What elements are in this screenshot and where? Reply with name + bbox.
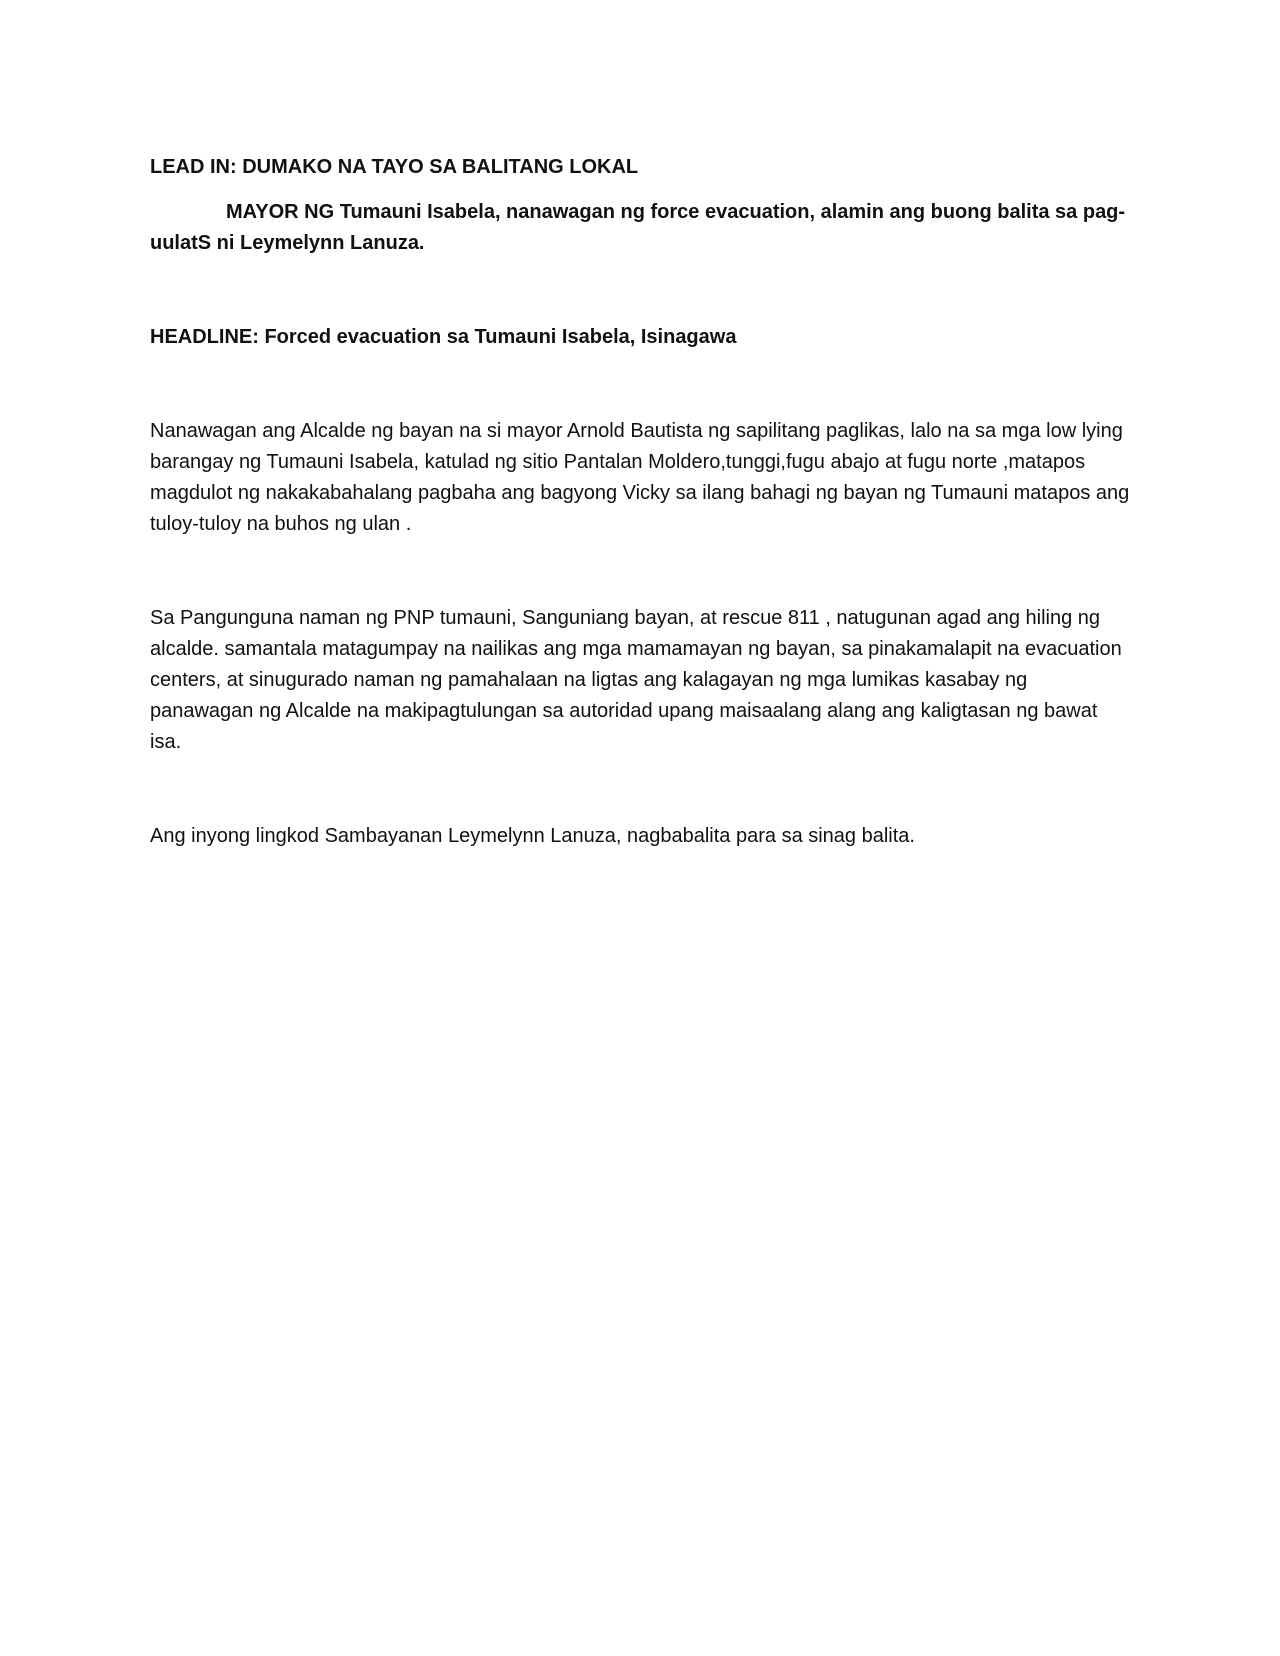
sign-off: Ang inyong lingkod Sambayanan Leymelynn Lanuza, nagbabalita para sa sinag balita. [150,825,915,847]
body-paragraph: Sa Pangunguna naman ng PNP tumauni, Sanguniang bayan, at rescue 811 , natugunan agad ang hiling ng alcalde. samantala matagumpay na nailikas ang mga mamamayan ng bayan, sa pinakamalapit na evacuation centers, at sinugurado naman ng pamahalaan na ligtas ang kalagayan ng mga lumikas kasabay ng panawagan ng Alcalde na makipagtulungan sa autoridad upang maisaalang alang ang kaligtasan ng bawat isa. [150,607,1122,753]
body-paragraph: Nanawagan ang Alcalde ng bayan na si mayor Arnold Bautista ng sapilitang paglikas, lalo na sa mga low lying barangay ng Tumauni Isabela, katulad ng sitio Pantalan Moldero,tunggi,fugu abajo at fugu norte ,matapos magdulot ng nakakabahalang pagbaha ang bagyong Vicky sa ilang bahagi ng bayan ng Tumauni matapos ang tuloy-tuloy na buhos ng ulan . [150,420,1130,535]
headline: HEADLINE: Forced evacuation sa Tumauni Isabela, Isinagawa [150,326,737,348]
document-body [150,152,1130,852]
lead-in: LEAD IN: DUMAKO NA TAYO SA BALITANG LOKAL [150,156,639,178]
lead-line: MAYOR NG Tumauni Isabela, nanawagan ng force evacuation, alamin ang buong balita sa pag-uulatS ni Leymelynn Lanuza. [150,201,1126,254]
